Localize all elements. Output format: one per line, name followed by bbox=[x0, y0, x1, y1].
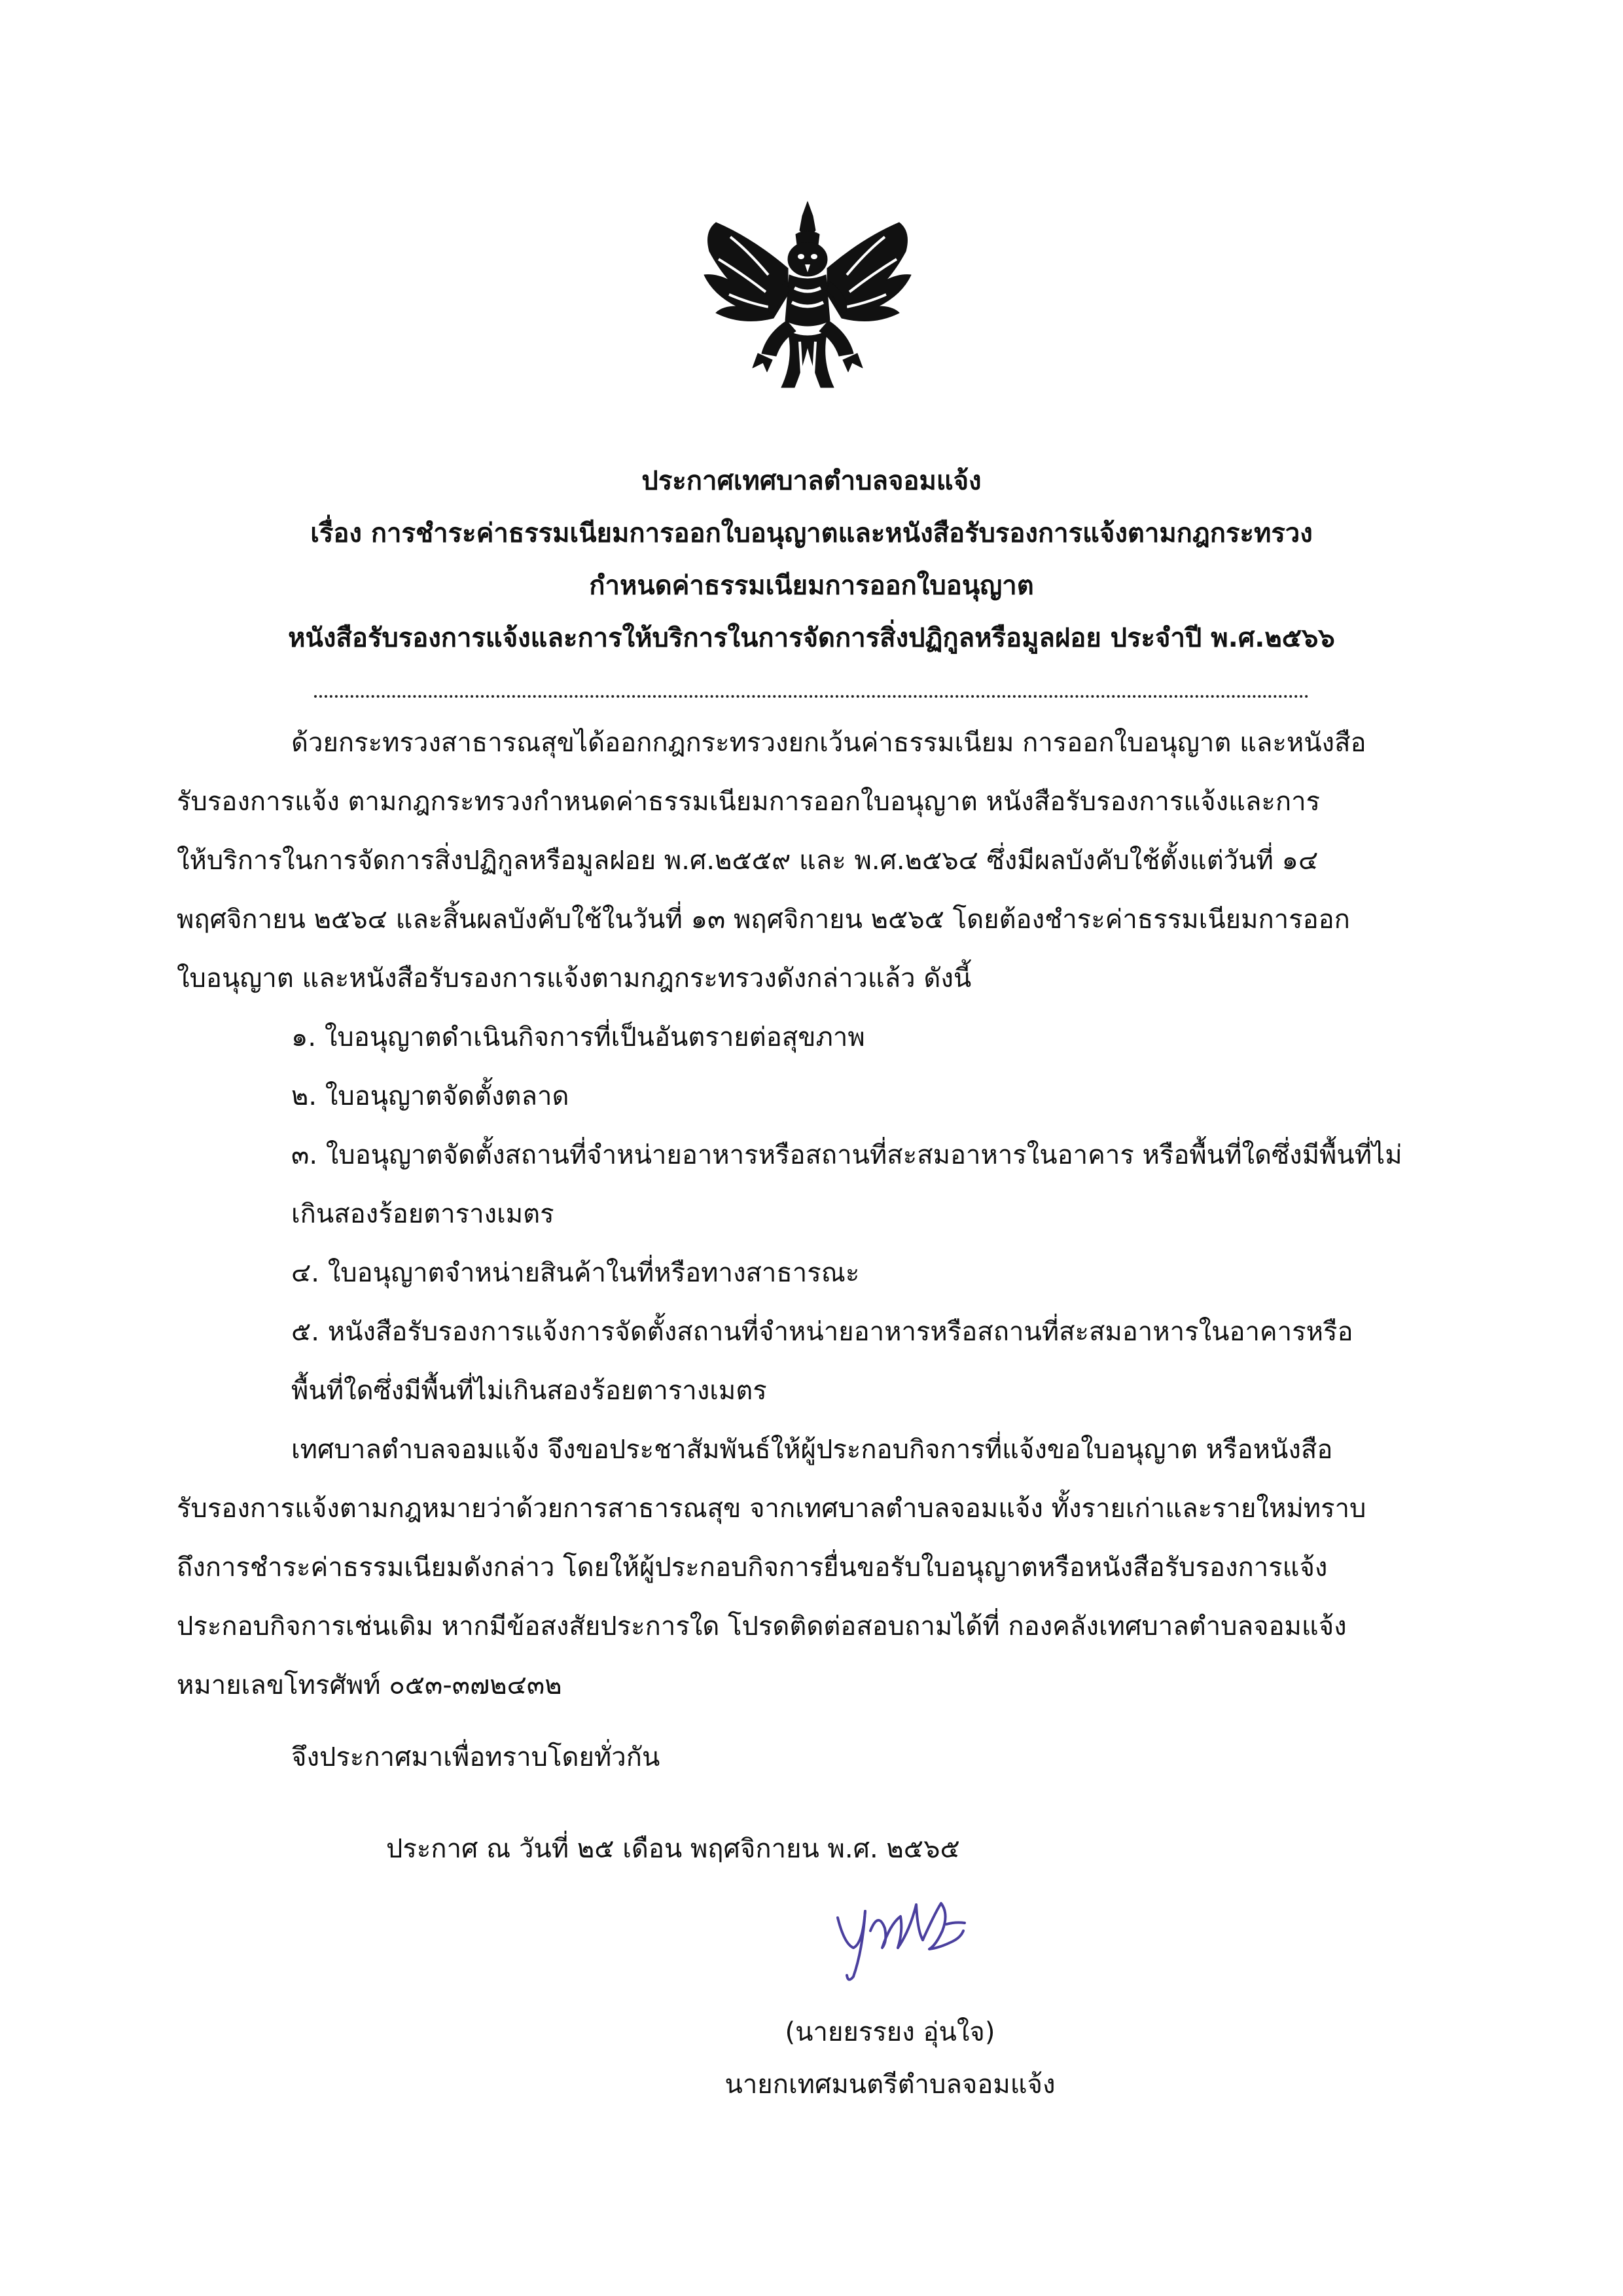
list-item: ๕. หนังสือรับรองการแจ้งการจัดตั้งสถานที่จำหน่ายอาหารหรือสถานที่สะสมอาหารในอาคารหรือ bbox=[291, 1317, 1353, 1347]
intro-line: ให้บริการในการจัดการสิ่งปฏิกูลหรือมูลฝอย พ.ศ.๒๕๕๙ และ พ.ศ.๒๕๖๔ ซึ่งมีผลบังคับใช้ตั้งแต่วันที่ ๑๔ bbox=[177, 846, 1319, 876]
intro-line: ใบอนุญาต และหนังสือรับรองการแจ้งตามกฎกระทรวงดังกล่าวแล้ว ดังนี้ bbox=[177, 963, 972, 994]
announcement-date: ประกาศ ณ วันที่ ๒๕ เดือน พฤศจิกายน พ.ศ. ๒๕๖๕ bbox=[386, 1834, 960, 1864]
notice-line: หมายเลขโทรศัพท์ ๐๕๓-๓๗๒๔๓๒ bbox=[177, 1670, 562, 1700]
intro-line: ด้วยกระทรวงสาธารณสุขได้ออกกฎกระทรวงยกเว้นค่าธรรมเนียม การออกใบอนุญาต และหนังสือ bbox=[291, 728, 1366, 758]
subject-line-2: กำหนดค่าธรรมเนียมการออกใบอนุญาต bbox=[589, 571, 1034, 601]
notice-line: ถึงการชำระค่าธรรมเนียมดังกล่าว โดยให้ผู้ประกอบกิจการยื่นขอรับใบอนุญาตหรือหนังสือรับรองการแจ้ง bbox=[177, 1552, 1328, 1583]
subject-line: เรื่อง การชำระค่าธรรมเนียมการออกใบอนุญาตและหนังสือรับรองการแจ้งตามกฎกระทรวง bbox=[310, 518, 1313, 548]
garuda-emblem-icon bbox=[690, 196, 925, 393]
list-item: ๒. ใบอนุญาตจัดตั้งตลาด bbox=[291, 1081, 569, 1111]
handwritten-signature-icon bbox=[825, 1885, 975, 1990]
notice-line: เทศบาลตำบลจอมแจ้ง จึงขอประชาสัมพันธ์ให้ผู้ประกอบกิจการที่แจ้งขอใบอนุญาต หรือหนังสือ bbox=[291, 1435, 1333, 1465]
notice-line: ประกอบกิจการเช่นเดิม หากมีข้อสงสัยประการใด โปรดติดต่อสอบถามได้ที่ กองคลังเทศบาลตำบลจอมแจ้ง bbox=[177, 1611, 1347, 1641]
separator-dotted-line bbox=[314, 695, 1309, 698]
list-item-continuation: เกินสองร้อยตารางเมตร bbox=[291, 1199, 554, 1229]
signatory-position: นายกเทศมนตรีตำบลจอมแจ้ง bbox=[724, 2070, 1056, 2100]
intro-line: พฤศจิกายน ๒๕๖๔ และสิ้นผลบังคับใช้ในวันที่ ๑๓ พฤศจิกายน ๒๕๖๕ โดยต้องชำระค่าธรรมเนียมการออก bbox=[177, 905, 1350, 935]
announcement-title: ประกาศเทศบาลตำบลจอมแจ้ง bbox=[641, 466, 982, 496]
list-item-continuation: พื้นที่ใดซึ่งมีพื้นที่ไม่เกินสองร้อยตารางเมตร bbox=[291, 1376, 767, 1406]
list-item: ๑. ใบอนุญาตดำเนินกิจการที่เป็นอันตรายต่อสุขภาพ bbox=[291, 1022, 865, 1052]
list-item: ๓. ใบอนุญาตจัดตั้งสถานที่จำหน่ายอาหารหรือสถานที่สะสมอาหารในอาคาร หรือพื้นที่ใดซึ่งมีพื้นที่ไม่ bbox=[291, 1140, 1402, 1170]
notice-line: รับรองการแจ้งตามกฎหมายว่าด้วยการสาธารณสุข จากเทศบาลตำบลจอมแจ้ง ทั้งรายเก่าและรายใหม่ทราบ bbox=[177, 1494, 1366, 1524]
intro-line: รับรองการแจ้ง ตามกฎกระทรวงกำหนดค่าธรรมเนียมการออกใบอนุญาต หนังสือรับรองการแจ้งและการ bbox=[177, 787, 1321, 817]
closing-statement: จึงประกาศมาเพื่อทราบโดยทั่วกัน bbox=[291, 1742, 660, 1772]
list-item: ๔. ใบอนุญาตจำหน่ายสินค้าในที่หรือทางสาธารณะ bbox=[291, 1258, 860, 1288]
signatory-name: (นายยรรยง อุ่นใจ) bbox=[785, 2017, 995, 2047]
subject-line-3: หนังสือรับรองการแจ้งและการให้บริการในการจัดการสิ่งปฏิกูลหรือมูลฝอย ประจำปี พ.ศ.๒๕๖๖ bbox=[288, 623, 1335, 653]
